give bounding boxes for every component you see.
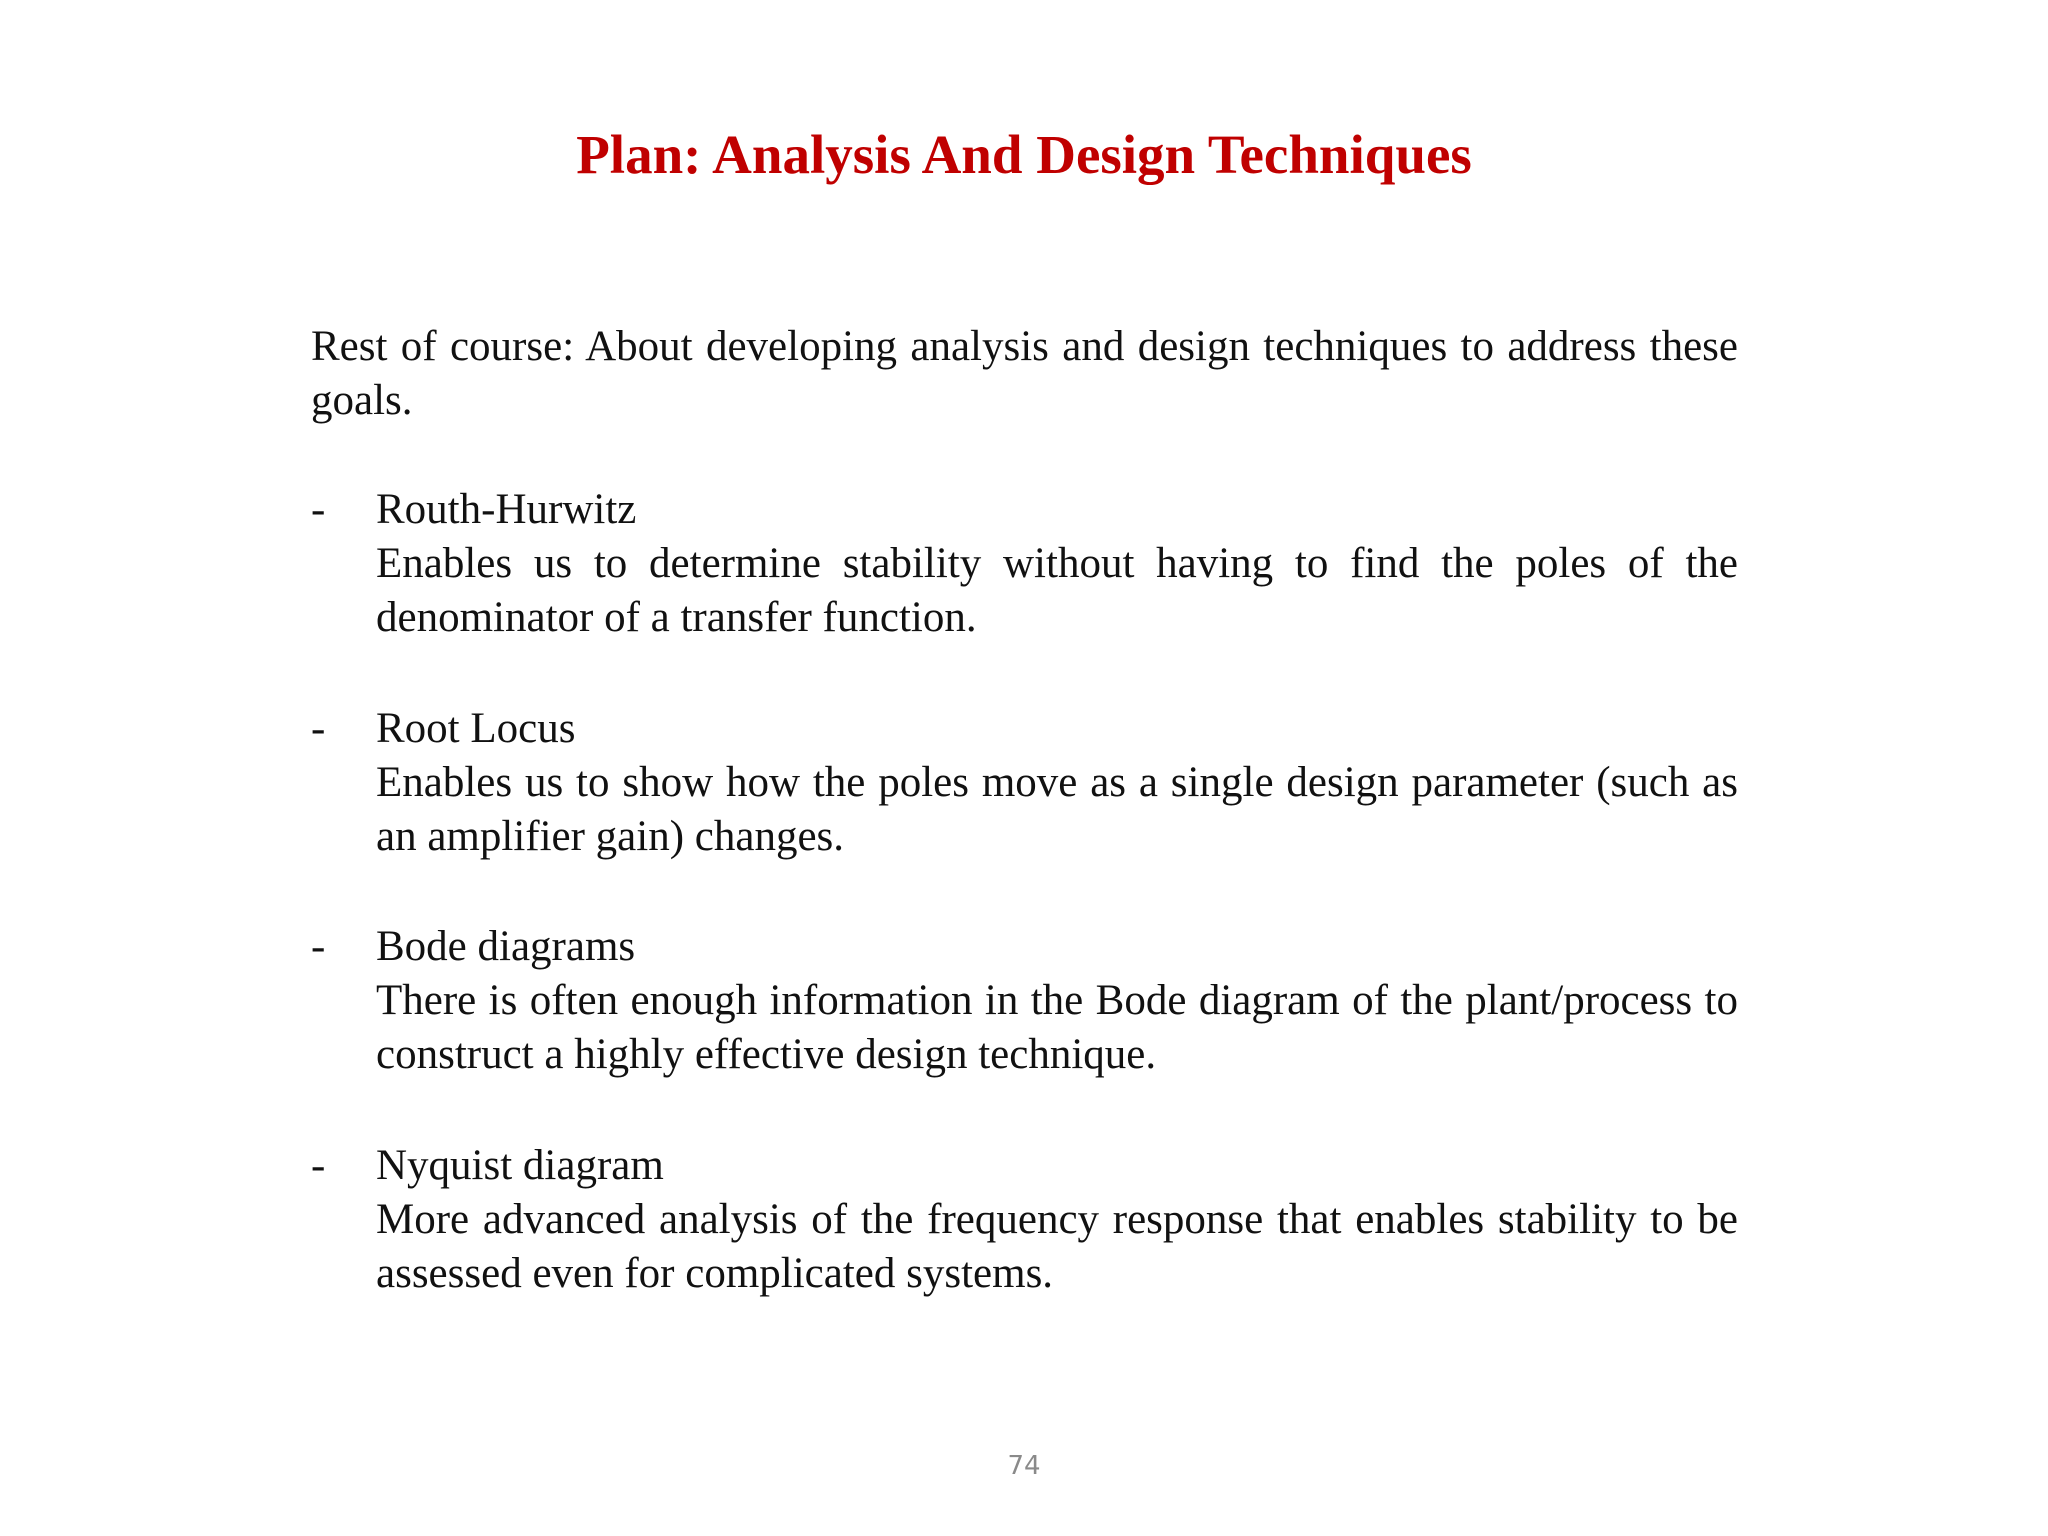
bullet-marker: - [311, 1142, 326, 1189]
bullet-content [376, 702, 1738, 864]
bullet-heading: Root Locus [376, 705, 576, 752]
bullet-marker: - [311, 486, 326, 533]
bullet-heading: Routh-Hurwitz [376, 486, 637, 533]
bullet-heading: Bode diagrams [376, 923, 636, 970]
bullet-content [376, 920, 1738, 1082]
bullet-content [376, 1139, 1738, 1301]
slide-title: Plan: Analysis And Design Techniques [576, 124, 1472, 185]
page-number: 74 [1007, 1451, 1041, 1481]
bullet-marker: - [311, 705, 326, 752]
bullet-description: There is often enough information in the Bode diagram of the plant/process to construct a highly effective design technique. [376, 977, 1738, 1078]
bullet-content [376, 483, 1738, 645]
intro-paragraph: Rest of course: About developing analysis and design techniques to address these goals. [311, 323, 1738, 424]
bullet-description: More advanced analysis of the frequency response that enables stability to be assessed even for complicated systems. [376, 1196, 1738, 1297]
bullet-description: Enables us to determine stability without having to find the poles of the denominator of a transfer function. [376, 540, 1738, 641]
bullet-marker: - [311, 923, 326, 970]
bullet-heading: Nyquist diagram [376, 1142, 664, 1189]
bullet-description: Enables us to show how the poles move as a single design parameter (such as an amplifier gain) changes. [376, 759, 1738, 860]
